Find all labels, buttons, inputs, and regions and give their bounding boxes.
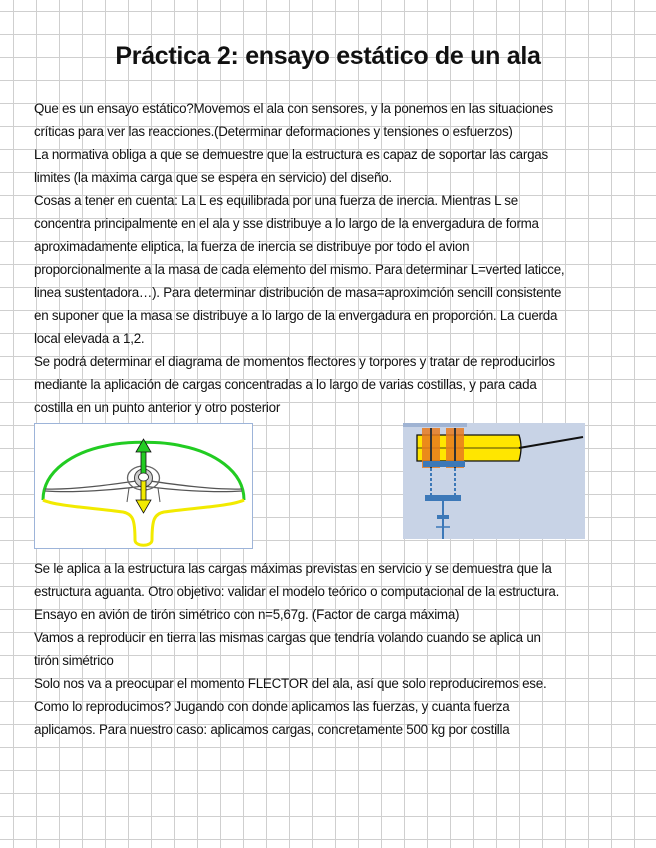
page-title: Práctica 2: ensayo estático de un ala	[115, 42, 541, 70]
body-paragraph	[34, 557, 634, 741]
text-line: Como lo reproducimos? Jugando con donde aplicamos las fuerzas, y cuanta fuerza	[34, 699, 510, 714]
text-line: proporcionalmente a la masa de cada elemento del mismo. Para determinar L=verted laticce,	[34, 262, 565, 277]
text-line: Se podrá determinar el diagrama de momentos flectores y torpores y tratar de reproducirlos	[34, 354, 555, 369]
text-line: aproximadamente eliptica, la fuerza de inercia se distribuye por todo el avion	[34, 239, 470, 254]
text-line: Solo nos va a preocupar el momento FLECTOR del ala, así que solo reproduciremos ese.	[34, 676, 547, 691]
lift-inertia-diagram	[35, 424, 252, 548]
text-line: aplicamos. Para nuestro caso: aplicamos cargas, concretamente 500 kg por costilla	[34, 722, 510, 737]
text-line: Se le aplica a la estructura las cargas máximas previstas en servicio y se demuestra que la	[34, 561, 552, 576]
wing-test-rig-figure	[403, 423, 585, 539]
text-line: tirón simétrico	[34, 653, 114, 668]
text-line: Ensayo en avión de tirón simétrico con n=5,67g. (Factor de carga máxima)	[34, 607, 460, 622]
text-line: limites (la maxima carga que se espera en servicio) del diseño.	[34, 170, 392, 185]
text-line: costilla en un punto anterior y otro posterior	[34, 400, 281, 415]
text-line: Vamos a reproducir en tierra las mismas cargas que tendría volando cuando se aplica un	[34, 630, 541, 645]
text-line: La normativa obliga a que se demuestre que la estructura es capaz de soportar las cargas	[34, 147, 548, 162]
text-line: local elevada a 1,2.	[34, 331, 145, 346]
text-line: críticas para ver las reacciones.(Determinar deformaciones y tensiones o esfuerzos)	[34, 124, 513, 139]
text-line: Cosas a tener en cuenta: La L es equilibrada por una fuerza de inercia. Mientras L se	[34, 193, 518, 208]
text-line: concentra principalmente en el ala y sse distribuye a lo largo de la envergadura de forma	[34, 216, 539, 231]
test-rig-diagram	[403, 423, 585, 539]
intro-paragraph	[34, 97, 634, 419]
text-line: linea sustentadora…). Para determinar distribución de masa=aproximción sencill consistente	[34, 285, 562, 300]
text-line: mediante la aplicación de cargas concentradas a lo largo de varias costillas, y para cada	[34, 377, 537, 392]
lift-inertia-distribution-figure	[34, 423, 253, 549]
text-line: en suponer que la masa se distribuye a lo largo de la envergadura en proporción. La cuerda	[34, 308, 558, 323]
text-line: estructura aguanta. Otro objetivo: validar el modelo teórico o computacional de la estructura.	[34, 584, 560, 599]
text-line: Que es un ensayo estático?Movemos el ala con sensores, y la ponemos en las situaciones	[34, 101, 553, 116]
